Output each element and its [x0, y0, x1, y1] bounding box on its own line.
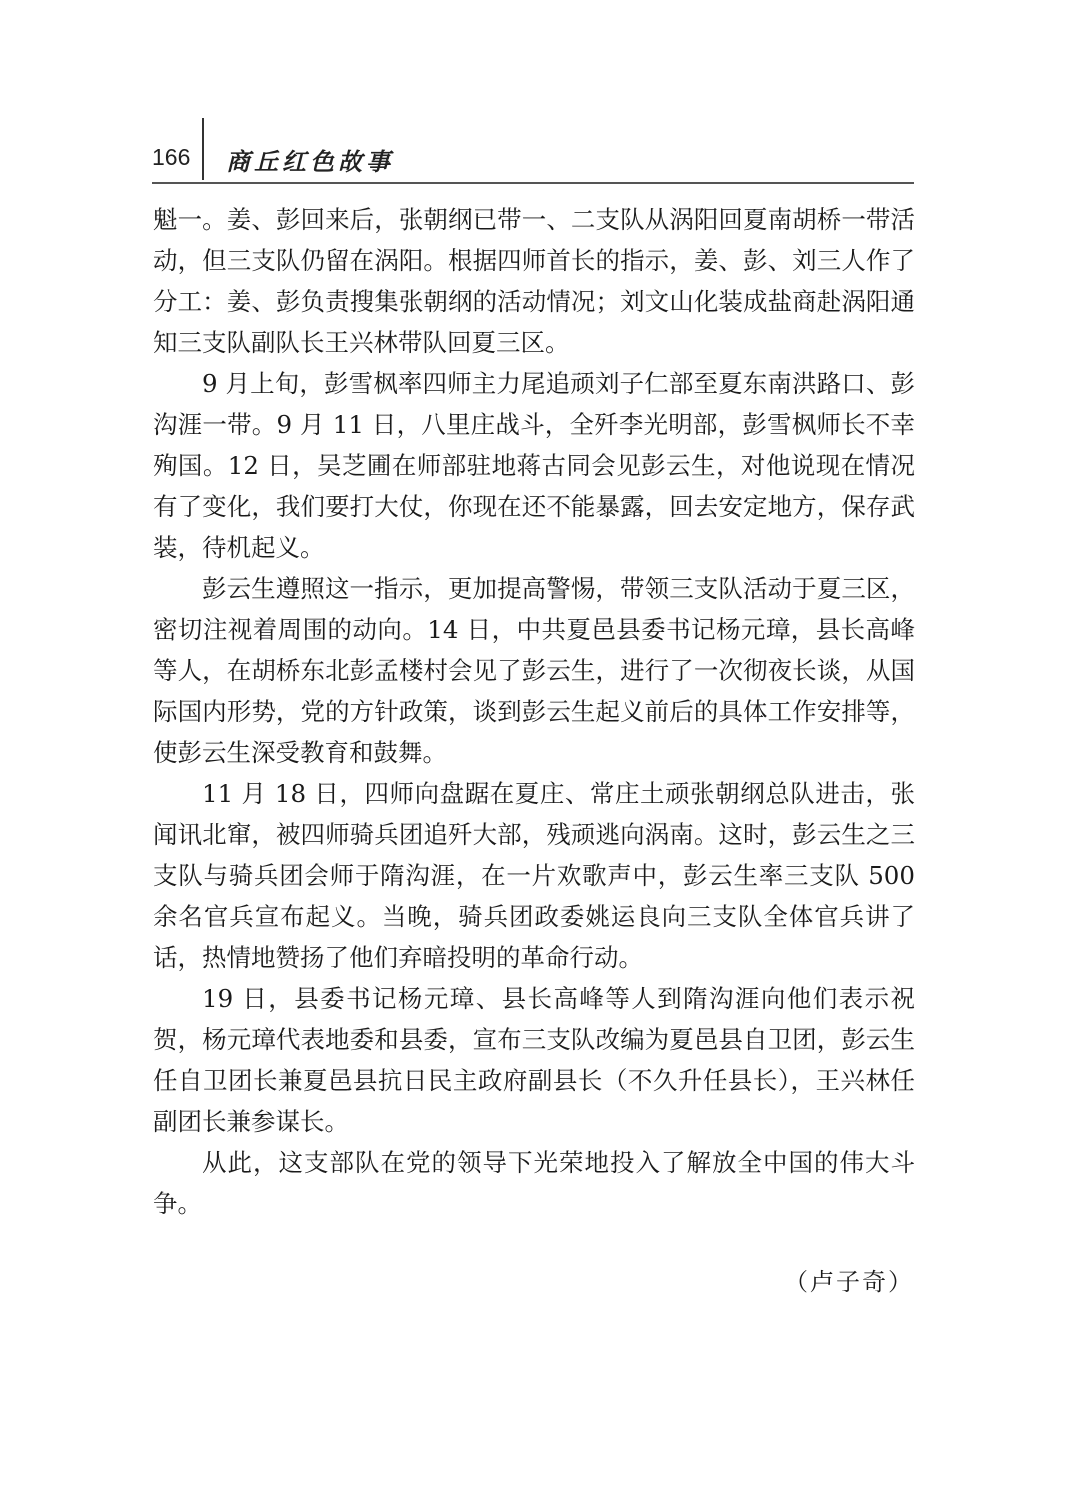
page-header: [152, 112, 914, 184]
page-number: 166: [152, 144, 191, 170]
paragraph: 魁一。姜、彭回来后，张朝纲已带一、二支队从涡阳回夏南胡桥一带活动，但三支队仍留在涡阳。根据四师首长的指示，姜、彭、刘三人作了分工：姜、彭负责搜集张朝纲的活动情况；刘文山化装成盐商赴涡阳通知三支队副队长王兴林带队回夏三区。: [153, 205, 915, 357]
paragraph: 从此，这支部队在党的领导下光荣地投入了解放全中国的伟大斗争。: [153, 1148, 915, 1218]
header-divider: [202, 118, 204, 180]
paragraph: 9 月上旬，彭雪枫率四师主力尾追顽刘子仁部至夏东南洪路口、彭沟涯一带。9 月 11 日，八里庄战斗，全歼李光明部，彭雪枫师长不幸殉国。12 日，吴芝圃在师部驻地蒋古同会见彭云生，对他说现在情况有了变化，我们要打大仗，你现在还不能暴露，回去安定地方，保存武装，待机起义。: [153, 369, 915, 562]
paragraph: 19 日，县委书记杨元璋、县长高峰等人到隋沟涯向他们表示祝贺，杨元璋代表地委和县委，宣布三支队改编为夏邑县自卫团，彭云生任自卫团长兼夏邑县抗日民主政府副县长（不久升任县长），王兴林任副团长兼参谋长。: [153, 984, 915, 1136]
paragraph: 11 月 18 日，四师向盘踞在夏庄、常庄土顽张朝纲总队进击，张闻讯北窜，被四师骑兵团追歼大部，残顽逃向涡南。这时，彭云生之三支队与骑兵团会师于隋沟涯，在一片欢歌声中，彭云生率三支队 500 余名官兵宣布起义。当晚，骑兵团政委姚运良向三支队全体官兵讲了话，热情地赞扬了他们弃暗投明的革命行动。: [153, 779, 915, 972]
body-text: [153, 199, 915, 1224]
header-rule: [152, 182, 914, 184]
paragraph: 彭云生遵照这一指示，更加提高警惕，带领三支队活动于夏三区，密切注视着周围的动向。14 日，中共夏邑县委书记杨元璋，县长高峰等人，在胡桥东北彭孟楼村会见了彭云生，进行了一次彻夜长谈，从国际国内形势，党的方针政策，谈到彭云生起义前后的具体工作安排等，使彭云生深受教育和鼓舞。: [153, 574, 915, 767]
author-credit: （卢子奇）: [784, 1268, 914, 1296]
book-title: 商丘红色故事: [226, 148, 394, 176]
